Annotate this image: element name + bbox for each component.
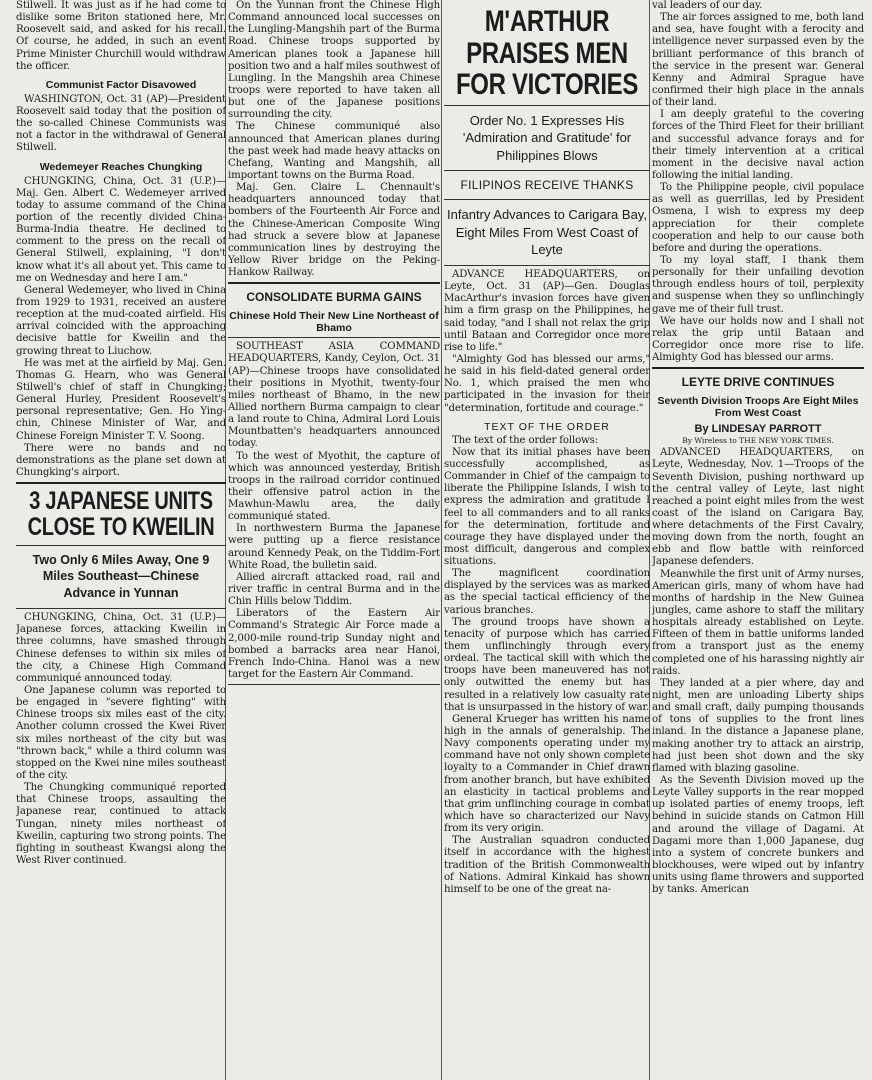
article-paragraph: To my loyal staff, I thank them personally for their unfailing devotion through endless hours of toil, perplexity and suspense when they so unflinchingly gave me of their full trust. [652,254,864,315]
macarthur-deck-1: Order No. 1 Expresses His 'Admiration and Gratitude' for Philippines Blows [462,112,632,163]
article-paragraph: The text of the order follows: [452,434,598,446]
article-paragraph: WASHINGTON, Oct. 31 (AP)—President Roosevelt said today that the position of the so-called Chinese Communists was not a factor in the withdrawal of General Stilwell. [16,93,226,154]
divider [444,105,650,106]
article-paragraph: SOUTHEAST ASIA COMMAND HEADQUARTERS, Kandy, Ceylon, Oct. 31 (AP)—Chinese troops have consolidated their positions in Myothit, twenty-four miles northeast of Bhamo, in the new Allied northern Burma campaign to clear a land route to China, Admiral Lord Louis Mountbatten's headquarters announced today. [228,341,440,450]
article-paragraph: The Chinese communiqué also announced that American planes during the past week had made heavy attacks on Chefang, Wanting and Mangshih, all important towns on the Burma Road. [228,121,440,181]
article-paragraph: To the west of Myothit, the capture of which was announced yesterday, British troops in the railroad corridor continued their offensive patrol action in the Mawhun-Mawlu area, the daily communiqué stated. [228,450,440,523]
subhead-wedemeyer: Wedemeyer Reaches Chungking [39,160,203,173]
article-paragraph: CHUNGKING, China, Oct. 31 (U.P.)—Maj. Gen. Albert C. Wedemeyer arrived today to assume command of the China portion of the recently divided China-Burma-India theatre. He declined to comment to the press on the recall of General Stilwell, explaining, "I don't know what it's all about yet. This came to me on Wednesday and here I am." [16,175,226,284]
divider [228,337,440,338]
article-paragraph: General Wedemeyer, who lived in China from 1929 to 1931, received an austere reception at the mud-coated airfield. His arrival coincided with the approaching decisive battle for Kweilin and the growing threat to Liuchow. [16,284,226,357]
macarthur-deck-2: FILIPINOS RECEIVE THANKS [460,178,634,193]
article-paragraph: As the Seventh Division moved up the Leyte Valley supports in the rear mopped up isolated parties of enemy troops, left behind in suicide stands on Catmon Hill and around the village of Dagami. At Dagami more than 1,000 Japanese, dug into a system of concrete bunkers and blockhouses, were wiped out by infantry units using flame throwers and supported by tanks. American [652,775,864,896]
article-paragraph: They landed at a pier where, day and night, men are unloading Liberty ships and small craft, daily pumping thousands of tons of supplies to the front lines inland. In the distance a Japanese plane, making another try to attack an airstrip, had just been shot down and the sky flamed with blazing gasoline. [652,677,864,774]
divider [16,608,226,609]
divider [444,170,650,171]
macarthur-headline: M'ARTHUR PRAISES MEN FOR VICTORIES [455,5,639,101]
byline-credit: By Wireless to THE NEW YORK TIMES. [682,436,834,446]
kweilin-headline: 3 JAPANESE UNITS CLOSE TO KWEILIN [27,487,215,542]
article-paragraph: The ground troops have shown a tenacity of purpose which has carried them unflinchingly through every ordeal. The tactical skill with which the troops have been maneuvered has not only outwitted the enemy but has resulted in a relatively low casualty rate that is unsurpassed in the history of war. [444,616,650,713]
article-paragraph: General Krueger has written his name high in the annals of generalship. The Navy components operating under my command have not only shown complete loyalty to a Commander in Chief drawn from another branch, but have exhibited an elasticity in tactical problems and that grim unflinching courage in combat which have so characterized our Navy from its very origin. [444,713,650,835]
article-paragraph: There were no bands and no demonstrations as the plane set down at Chungking's airport. [16,442,226,478]
article-paragraph: He was met at the airfield by Maj. Gen. Thomas G. Hearn, who was General Stilwell's chief of staff in Chungking; General Hurley, President Roosevelt's personal representative; Gen. Ho Ying-chin, Chinese Minister of War, and Chinese Foreign Minister T. V. Soong. [16,357,226,442]
article-paragraph: I am deeply grateful to the covering forces of the Third Fleet for their brilliant and successful advance forays and for their timely intervention at a critical moment in the decisive naval action following the initial landing. [652,109,864,181]
macarthur-deck-3: Infantry Advances to Carigara Bay, Eight Miles From West Coast of Leyte [447,207,647,258]
subhead-communist: Communist Factor Disavowed [45,78,197,91]
column-4 [652,0,864,1080]
article-paragraph: In northwestern Burma the Japanese were putting up a fierce resistance around Kennedy Peak, on the Tiddim-Fort White Road, the bulletin said. [228,523,440,571]
article-paragraph: Maj. Gen. Claire L. Chennault's headquarters announced today that bombers of the Fourteenth Air Force and the Chinese-American Composite Wing had struck a severe blow at Japanese communication lines by destroying the Yellow River bridge on the Peking-Hankow Railway. [228,182,440,279]
article-paragraph: ADVANCED HEADQUARTERS, on Leyte, Wednesday, Nov. 1—Troops of the Seventh Division, pushing northward up the central valley of Leyte, last night reached a point eight miles from the west coast of the island on Carigara Bay, where detachments of the First Cavalry, moving down from the north, fought an ebb and flow battle with reinforced Japanese defenders. [652,447,864,568]
order-subhead: TEXT OF THE ORDER [484,420,610,433]
divider [16,482,226,484]
column-1 [16,0,226,1080]
column-2 [228,0,440,1080]
leyte-deck: Seventh Division Troops Are Eight Miles From West Coast [657,395,859,420]
leyte-headline: LEYTE DRIVE CONTINUES [681,375,835,390]
article-paragraph: The air forces assigned to me, both land and sea, have fought with a ferocity and intelligence never surpassed even by the brilliant performance of this branch of the service in the present war. General Kenny and Admiral Sprague have confirmed their high place in the annals of their land. [652,12,864,109]
article-paragraph: val leaders of our day. [652,0,763,11]
article-paragraph: One Japanese column was reported to be engaged in "severe fighting" with Chinese troops six miles east of the city. Another column crossed the Kwei River six miles northeast of the city but was "thrown back," while a third column was stopped on the Kwei nine miles southeast of the city. [16,685,226,782]
divider [228,282,440,284]
burma-headline: CONSOLIDATE BURMA GAINS [246,290,422,305]
burma-deck: Chinese Hold Their New Line Northeast of Bhamo [229,310,439,335]
divider [16,545,226,546]
article-paragraph: Liberators of the Eastern Air Command's Strategic Air Force made a 2,000-mile round-trip Sunday night and bombed a barracks area near Hanoi, French Indo-China. Hanoi was a new target for the Eastern Air Command. [228,608,440,681]
article-paragraph: Stilwell. It was just as if he had come to dislike some Briton stationed here, Mr. Roosevelt said, and asked for his recall. Of course, he added, in such an event Prime Minister Churchill would withdraw the officer. [16,0,226,72]
article-paragraph: Now that its initial phases have been successfully accomplished, as Commander in Chief of the campaign to liberate the Philippine Islands, I wish to express the admiration and gratitude I feel to all commanders and to all ranks for the determination, fortitude and courage they have displayed under the most difficult, dangerous and complex situations. [444,446,650,568]
divider [444,265,650,266]
divider [652,367,864,369]
divider [444,199,650,200]
article-paragraph: On the Yunnan front the Chinese High Command announced local successes on the Lungling-Mangshih part of the Burma Road. Chinese troops supported by American planes took a Japanese hill position two and a half miles southwest of Lungling. In the Mangshih area Chinese troops were reported to have taken all but one of the Japanese positions surrounding the city. [228,0,440,121]
column-rule [441,0,442,1080]
article-paragraph: Allied aircraft attacked road, rail and river traffic in central Burma and in the Chin Hills below Tiddim. [228,571,440,608]
article-paragraph: To the Philippine people, civil populace as well as guerrillas, led by President Osmena, I wish to express my deep appreciation for their complete cooperation and help to our cause both before and during the operations. [652,182,864,254]
column-3 [444,0,650,1080]
article-paragraph: ADVANCE HEADQUARTERS, on Leyte, Oct. 31 (AP)—Gen. Douglas MacArthur's invasion forces have given him a firm grasp on the Philippines, he said today, "and I shall not relax the grip until Bataan and Corregidor once more rise to life." [444,268,650,353]
byline: By LINDESAY PARROTT [694,423,822,436]
kweilin-deck: Two Only 6 Miles Away, One 9 Miles Southeast—Chinese Advance in Yunnan [32,552,210,601]
article-paragraph: Meanwhile the first unit of Army nurses, American girls, many of whom have had months of hardship in the New Guinea jungles, came ashore to staff the military hospitals already established on Leyte. Fifteen of them in battle uniforms landed from a transport just as the enemy completed one of his harassing nightly air raids. [652,568,864,677]
divider [228,684,440,685]
article-paragraph: The magnificent coordination displayed by the services was as marked as the special tactical efficiency of the various branches. [444,568,650,616]
article-paragraph: CHUNGKING, China, Oct. 31 (U.P.)—Japanese forces, attacking Kweilin in three columns, have smashed through Chinese defenses to within six miles of the city, a Chinese High Command communiqué announced today. [16,612,226,684]
article-paragraph: The Chungking communiqué reported that Chinese troops, assaulting the Japanese rear, continued to attack Tungan, ninety miles northeast of Kweilin, capturing two strong points. The fighting in southeast Kwangsi along the West River continued. [16,782,226,866]
article-paragraph: The Australian squadron conducted itself in accordance with the highest tradition of the British Commonwealth of Nations. Admiral Kinkaid has shown himself to be one of the great na- [444,835,650,895]
article-paragraph: "Almighty God has blessed our arms," he said in his field-dated general order No. 1, which praised the men who participated in the invasion for their "determination, fortitude and courage." [444,353,650,414]
article-paragraph: We have our holds now and I shall not relax the grip until Bataan and Corregidor once more rise to life. Almighty God has blessed our arms. [652,315,864,364]
